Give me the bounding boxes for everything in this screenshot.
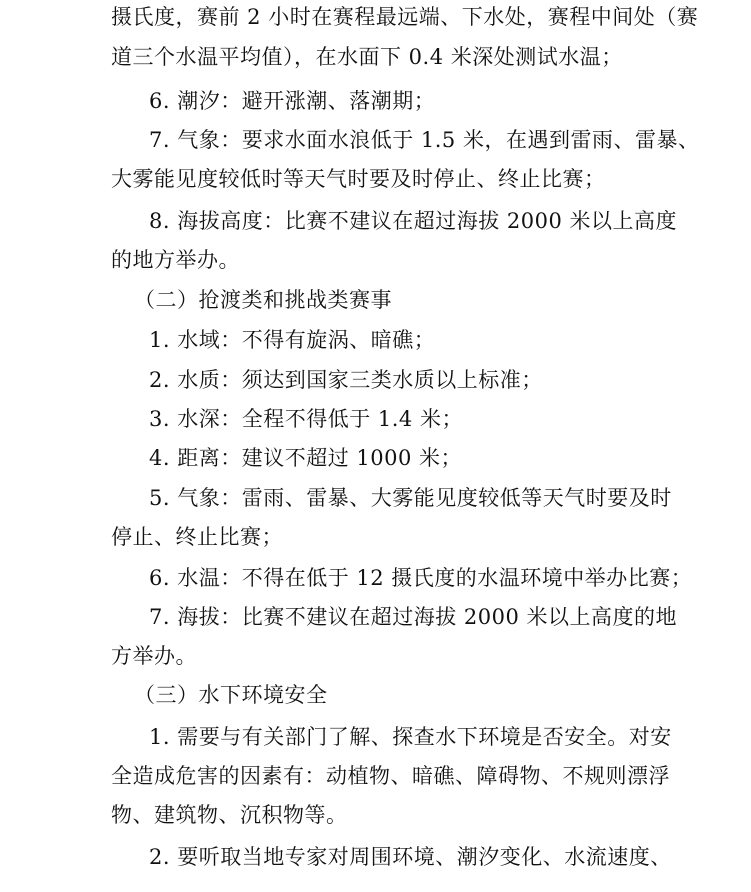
text-line: 的地方举办。 <box>111 248 240 272</box>
list-item: 3. 水深：全程不得低于 1.4 米； <box>149 407 463 431</box>
text-line: 全造成危害的因素有：动植物、暗礁、障碍物、不规则漂浮 <box>111 764 670 788</box>
list-item: 6. 潮汐：避开涨潮、落潮期； <box>149 89 436 113</box>
text-line: 道三个水温平均值），在水面下 0.4 米深处测试水温； <box>111 45 623 69</box>
text-line: 方举办。 <box>111 644 197 668</box>
text-line: 停止、终止比赛； <box>111 525 283 549</box>
list-item: 1. 需要与有关部门了解、探查水下环境是否安全。对安 <box>149 725 672 749</box>
list-item: 1. 水域：不得有旋涡、暗礁； <box>149 328 436 352</box>
section-heading: （三）水下环境安全 <box>134 683 328 707</box>
list-item: 6. 水温：不得在低于 12 摄氏度的水温环境中举办比赛； <box>149 566 693 590</box>
list-item: 5. 气象：雷雨、雷暴、大雾能见度较低等天气时要及时 <box>149 486 672 510</box>
list-item: 7. 海拔：比赛不建议在超过海拔 2000 米以上高度的地 <box>149 605 678 629</box>
list-item: 7. 气象：要求水面水浪低于 1.5 米，在遇到雷雨、雷暴、 <box>149 128 700 152</box>
list-item: 2. 要听取当地专家对周围环境、潮汐变化、水流速度、 <box>149 845 672 869</box>
section-heading: （二）抢渡类和挑战类赛事 <box>134 288 392 312</box>
list-item: 4. 距离：建议不超过 1000 米； <box>149 446 463 470</box>
text-line: 大雾能见度较低时等天气时要及时停止、终止比赛； <box>111 167 606 191</box>
list-item: 8. 海拔高度：比赛不建议在超过海拔 2000 米以上高度 <box>149 209 678 233</box>
list-item: 2. 水质：须达到国家三类水质以上标准； <box>149 368 543 392</box>
text-line: 摄氏度，赛前 2 小时在赛程最远端、下水处，赛程中间处（赛 <box>111 5 699 29</box>
text-line: 物、建筑物、沉积物等。 <box>111 803 348 827</box>
